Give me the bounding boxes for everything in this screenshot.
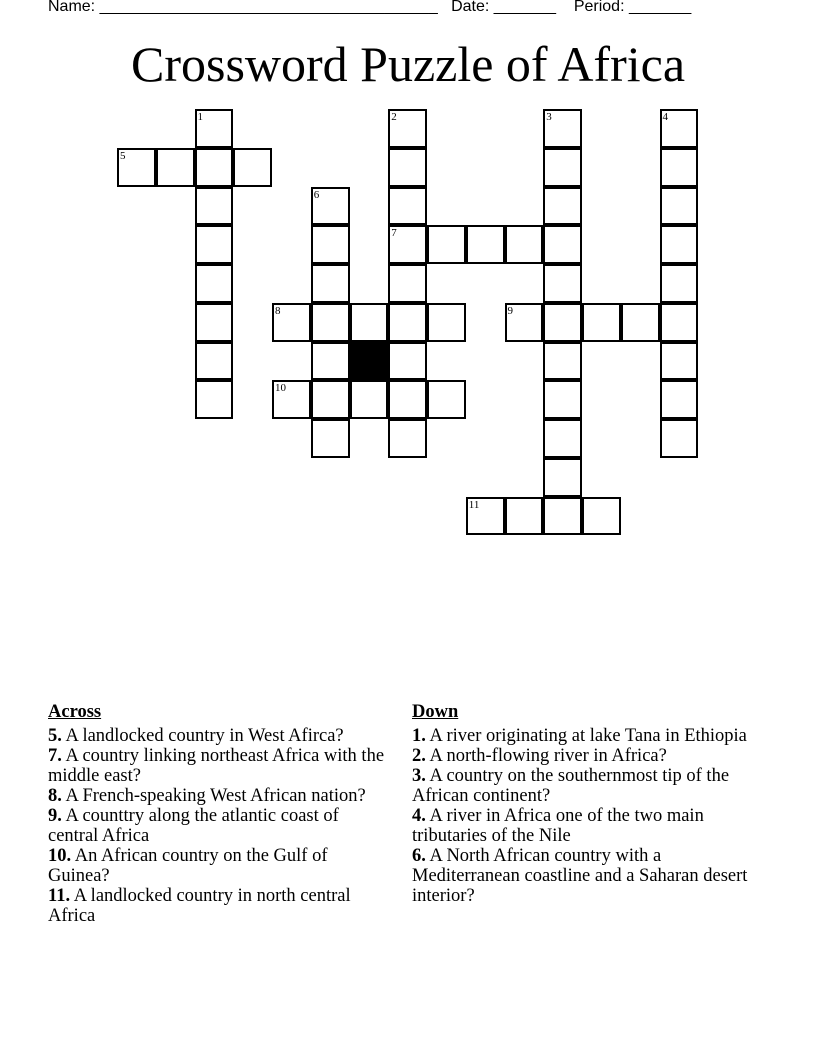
clue-number: 2. — [412, 746, 426, 766]
clue-text: An African country on the Gulf of Guinea? — [48, 846, 328, 886]
clue-item — [48, 886, 388, 926]
clue-number: 3 — [546, 111, 552, 123]
grid-cell[interactable] — [311, 419, 350, 458]
clue-text: A country linking northeast Africa with the middle east? — [48, 746, 385, 786]
clue-number: 10 — [275, 382, 286, 395]
grid-cell[interactable] — [660, 109, 699, 148]
grid-cell[interactable] — [660, 148, 699, 187]
grid-cell[interactable] — [466, 497, 505, 536]
grid-cell[interactable] — [117, 148, 156, 187]
grid-cell[interactable] — [505, 303, 544, 342]
grid-cell[interactable] — [660, 225, 699, 264]
across-clues — [48, 702, 388, 926]
grid-cell[interactable] — [311, 187, 350, 226]
grid-cell[interactable] — [543, 380, 582, 419]
across-heading: Across — [48, 702, 102, 722]
grid-cell[interactable] — [388, 419, 427, 458]
clue-number: 1. — [412, 726, 426, 746]
grid-cell[interactable] — [582, 303, 621, 342]
grid-cell[interactable] — [660, 419, 699, 458]
down-heading: Down — [412, 702, 459, 722]
clue-text: A North African country with a Mediterranean coastline and a Saharan desert interior? — [412, 846, 748, 906]
clue-number: 6. — [412, 846, 426, 866]
grid-cell[interactable] — [543, 264, 582, 303]
grid-cell[interactable] — [388, 225, 427, 264]
clue-item — [48, 786, 388, 806]
clue-item — [412, 806, 752, 846]
clue-text: A north-flowing river in Africa? — [425, 746, 667, 766]
clue-item — [412, 726, 752, 746]
black-cell — [350, 342, 389, 381]
grid-cell[interactable] — [543, 342, 582, 381]
grid-cell[interactable] — [543, 225, 582, 264]
clue-number: 4. — [412, 806, 426, 826]
clue-number: 10. — [48, 846, 72, 866]
grid-cell[interactable] — [195, 109, 234, 148]
grid-cell[interactable] — [195, 264, 234, 303]
grid-cell[interactable] — [156, 148, 195, 187]
clue-number: 8. — [48, 786, 62, 806]
clue-text: A landlocked country in West Afirca? — [61, 726, 344, 746]
clue-text: A French-speaking West African nation? — [61, 786, 366, 806]
grid-cell[interactable] — [195, 342, 234, 381]
grid-cell[interactable] — [388, 109, 427, 148]
grid-cell[interactable] — [195, 225, 234, 264]
clue-number: 2 — [391, 111, 397, 123]
grid-cell[interactable] — [195, 148, 234, 187]
clue-item — [412, 846, 752, 906]
clue-item — [48, 846, 388, 886]
clue-number: 4 — [662, 111, 668, 123]
grid-cell[interactable] — [660, 303, 699, 342]
grid-cell[interactable] — [660, 342, 699, 381]
name-field[interactable]: Name: ______________________________________ — [48, 0, 438, 15]
clue-number: 7. — [48, 746, 62, 766]
clue-text: A landlocked country in north central Africa — [48, 886, 351, 926]
grid-cell[interactable] — [311, 342, 350, 381]
grid-cell[interactable] — [272, 303, 311, 342]
grid-cell[interactable] — [195, 380, 234, 419]
clue-item — [48, 806, 388, 846]
clue-number: 1 — [197, 111, 203, 123]
clue-item — [48, 746, 388, 786]
grid-cell[interactable] — [388, 342, 427, 381]
clue-number: 8 — [275, 304, 281, 317]
grid-cell[interactable] — [311, 225, 350, 264]
period-field[interactable]: Period: _______ — [573, 0, 692, 15]
grid-cell[interactable] — [543, 109, 582, 148]
grid-cell[interactable] — [195, 303, 234, 342]
grid-cell[interactable] — [311, 303, 350, 342]
grid-cell[interactable] — [311, 380, 350, 419]
clue-number: 7 — [391, 227, 397, 240]
clue-number: 9 — [507, 304, 513, 317]
grid-cell[interactable] — [543, 148, 582, 187]
grid-cell[interactable] — [427, 303, 466, 342]
grid-cell[interactable] — [311, 264, 350, 303]
grid-cell[interactable] — [505, 497, 544, 536]
grid-cell[interactable] — [350, 303, 389, 342]
grid-cell[interactable] — [427, 225, 466, 264]
grid-cell[interactable] — [543, 187, 582, 226]
grid-cell[interactable] — [543, 303, 582, 342]
clue-number: 9. — [48, 806, 62, 826]
grid-cell[interactable] — [660, 264, 699, 303]
clue-text: A country on the southernmost tip of the African continent? — [412, 766, 730, 806]
page-title: Crossword Puzzle of Africa — [130, 36, 686, 92]
grid-cell[interactable] — [660, 380, 699, 419]
clue-number: 11. — [48, 886, 71, 906]
clue-number: 5 — [120, 149, 126, 162]
grid-cell[interactable] — [543, 419, 582, 458]
grid-cell[interactable] — [505, 225, 544, 264]
clue-text: A counttry along the atlantic coast of central Africa — [48, 806, 339, 846]
grid-cell[interactable] — [272, 380, 311, 419]
clue-number: 5. — [48, 726, 62, 746]
clue-item — [412, 746, 752, 766]
clue-number: 11 — [468, 498, 480, 511]
grid-cell[interactable] — [388, 148, 427, 187]
clue-number: 6 — [313, 188, 320, 201]
grid-cell[interactable] — [621, 303, 660, 342]
clue-item — [48, 726, 388, 746]
grid-cell[interactable] — [582, 497, 621, 536]
grid-cell[interactable] — [388, 380, 427, 419]
grid-cell[interactable] — [233, 148, 272, 187]
grid-cell[interactable] — [388, 303, 427, 342]
grid-cell[interactable] — [388, 264, 427, 303]
clue-text: A river in Africa one of the two main tributaries of the Nile — [412, 806, 704, 846]
clue-item — [412, 766, 752, 806]
date-field[interactable]: Date: _______ — [451, 0, 557, 15]
grid-cell[interactable] — [427, 380, 466, 419]
down-clues — [412, 702, 752, 906]
grid-cell[interactable] — [195, 187, 234, 226]
grid-cell[interactable] — [543, 458, 582, 497]
grid-cell[interactable] — [466, 225, 505, 264]
grid-cell[interactable] — [350, 380, 389, 419]
grid-cell[interactable] — [388, 187, 427, 226]
clue-number: 3. — [412, 766, 426, 786]
grid-cell[interactable] — [660, 187, 699, 226]
clue-text: A river originating at lake Tana in Ethiopia — [425, 726, 747, 746]
grid-cell[interactable] — [543, 497, 582, 536]
